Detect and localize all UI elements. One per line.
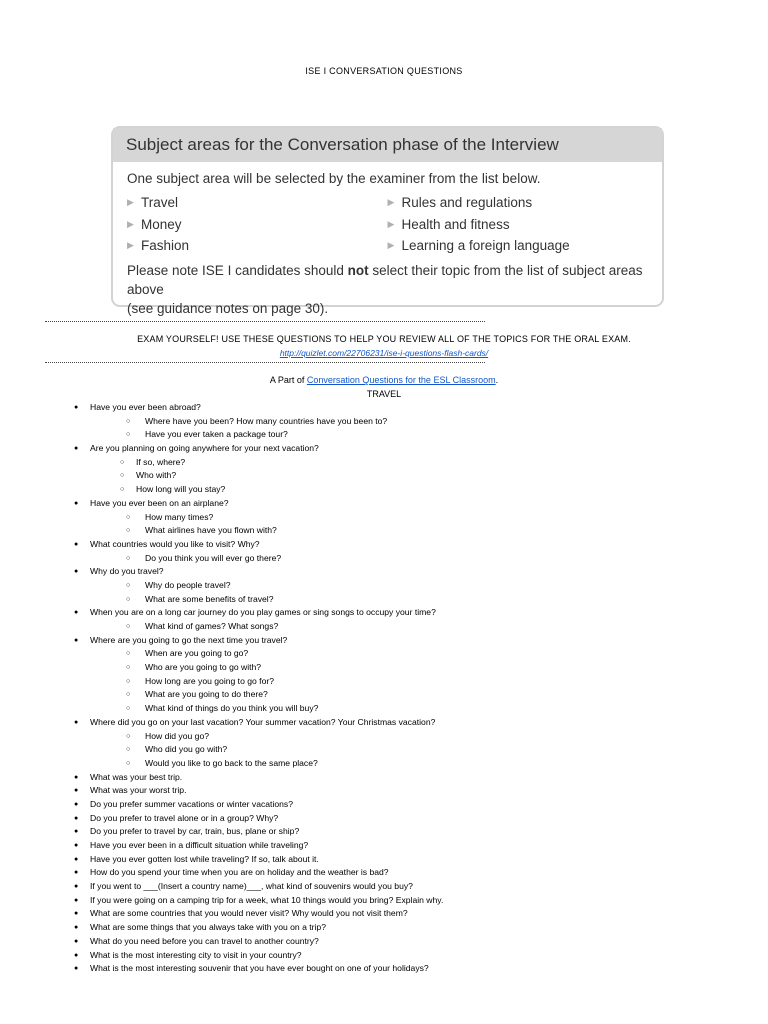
question-text: Do you prefer summer vacations or winter vacations? [90,798,293,809]
question-text: When you are on a long car journey do you play games or sing songs to occupy your time? [90,607,436,618]
question-item [0,921,768,935]
question-text: What kind of games? What songs? [145,621,279,631]
question-text: Where have you been? How many countries have you been to? [145,415,388,426]
question-item [0,771,768,785]
question-item [0,497,768,511]
hollow-bullet-icon: ○ [126,650,131,658]
sub-question-item [0,743,768,757]
question-item [0,716,768,730]
question-text: Who are you going to go with? [145,662,262,673]
question-text: Have you ever been in a difficult situation while traveling? [90,840,309,850]
filled-bullet-icon: ● [74,910,79,918]
hollow-bullet-icon: ○ [126,664,131,672]
conversation-questions-link[interactable]: Conversation Questions for the ESL Classroom [306,375,496,385]
filled-bullet-icon: ● [74,499,79,507]
filled-bullet-icon: ● [74,568,79,576]
hollow-bullet-icon: ○ [126,677,131,685]
filled-bullet-icon: ● [74,883,79,891]
question-text: How long are you going to go for? [145,675,274,686]
question-text: What do you need before you can travel to another country? [90,935,319,946]
subject-box-note: Please note ISE I candidates should not select their topic from the list of subject areas above (see guidance notes on page 30). [127,262,643,316]
subject-item: ▶ Fashion [127,235,388,257]
subject-box-body [113,162,662,318]
filled-bullet-icon: ● [74,951,79,959]
hollow-bullet-icon: ○ [126,554,131,562]
question-text: When are you going to go? [145,648,249,659]
filled-bullet-icon: ● [74,636,79,644]
subject-column-1 [127,192,388,257]
question-text: Do you prefer to travel alone or in a group? Why? [90,812,279,823]
question-text: What is the most interesting city to visit in your country? [90,949,302,960]
filled-bullet-icon: ● [74,773,79,781]
question-text: What was your worst trip. [90,785,187,796]
hollow-bullet-icon: ○ [126,732,131,740]
question-list [0,401,768,976]
asterisk-divider-top [45,321,485,328]
hollow-bullet-icon: ○ [126,746,131,754]
sub-question-item [0,415,768,429]
hollow-bullet-icon: ○ [126,759,131,767]
question-text: How do you spend your time when you are on holiday and the weather is bad? [90,867,389,878]
question-text: Do you prefer to travel by car, train, bus, plane or ship? [90,826,300,837]
filled-bullet-icon: ● [74,787,79,795]
filled-bullet-icon: ● [74,896,79,904]
hollow-bullet-icon: ○ [120,472,125,480]
question-item [0,825,768,839]
question-text: What countries would you like to visit? Why? [90,538,260,549]
question-text: Would you like to go back to the same place? [145,757,318,768]
exam-yourself-line: EXAM YOURSELF! USE THESE QUESTIONS TO HELP YOU REVIEW ALL OF THE TOPICS FOR THE ORAL EXAM. [137,334,631,344]
hollow-bullet-icon: ○ [126,417,131,425]
question-item [0,853,768,867]
sub-question-item [0,702,768,716]
question-item [0,894,768,908]
filled-bullet-icon: ● [74,965,79,973]
question-item [0,606,768,620]
hollow-bullet-icon: ○ [126,431,131,439]
question-text: If you were going on a camping trip for a week, what 10 things would you bring? Explain why. [90,894,444,905]
hollow-bullet-icon: ○ [126,513,131,521]
sub-question-item [0,524,768,538]
question-text: What kind of things do you think you will buy? [145,703,319,714]
question-item [0,784,768,798]
subject-grid [127,192,648,257]
filled-bullet-icon: ● [74,937,79,945]
subject-box-header: Subject areas for the Conversation phase of the Interview [113,128,662,162]
question-item [0,565,768,579]
question-item [0,866,768,880]
filled-bullet-icon: ● [74,718,79,726]
question-text: How many times? [145,511,214,522]
sub-question-item [0,456,768,470]
question-text: If so, where? [136,456,186,467]
hollow-bullet-icon: ○ [126,527,131,535]
sub-question-item [0,688,768,702]
sub-question-item [0,511,768,525]
question-item [0,880,768,894]
sub-question-item [0,593,768,607]
filled-bullet-icon: ● [74,924,79,932]
question-text: What was your best trip. [90,771,183,782]
subject-item: ▶ Rules and regulations [388,192,649,214]
question-text: Who with? [136,470,177,481]
question-text: Do you think you will ever go there? [145,552,282,563]
filled-bullet-icon: ● [74,404,79,411]
question-item [0,442,768,456]
sub-question-item [0,579,768,593]
hollow-bullet-icon: ○ [126,705,131,713]
triangle-bullet-icon: ▶ [387,218,395,229]
sub-question-item [0,469,768,483]
sub-question-item [0,483,768,497]
triangle-bullet-icon: ▶ [127,240,134,250]
question-item [0,798,768,812]
filled-bullet-icon: ● [74,828,79,836]
question-text: Have you ever gotten lost while traveling? If so, talk about it. [90,853,319,864]
question-item [0,907,768,921]
triangle-bullet-icon: ▶ [127,197,134,207]
hollow-bullet-icon: ○ [120,486,125,494]
question-item [0,962,768,976]
question-text: What are some benefits of travel? [145,593,274,604]
question-item [0,949,768,963]
subject-item: ▶ Money [127,214,388,236]
sub-question-item [0,552,768,566]
question-item [0,839,768,853]
sub-question-item [0,730,768,744]
question-item [0,538,768,552]
filled-bullet-icon: ● [74,842,79,849]
subject-item: ▶ Travel [127,192,388,214]
question-text: What are you going to do there? [145,689,268,700]
filled-bullet-icon: ● [74,855,79,863]
sub-question-item [0,661,768,675]
hollow-bullet-icon: ○ [120,458,125,466]
part-of-line: A Part of Conversation Questions for the ESL Classroom. [269,375,499,385]
question-text: Have you ever been on an airplane? [90,497,229,508]
question-text: Have you ever taken a package tour? [145,429,288,440]
question-text: How did you go? [145,730,210,741]
sub-question-item [0,757,768,771]
filled-bullet-icon: ● [74,869,79,877]
filled-bullet-icon: ● [74,800,79,808]
quizlet-link[interactable]: http://quizlet.com/22706231/ise-i-questions-flash-cards/ [279,348,489,358]
triangle-bullet-icon: ▶ [387,197,395,207]
document-title: ISE I CONVERSATION QUESTIONS [305,66,463,76]
question-item [0,935,768,949]
question-text: If you went to ___(Insert a country name)___, what kind of souvenirs would you buy? [90,881,413,892]
hollow-bullet-icon: ○ [126,623,131,630]
hollow-bullet-icon: ○ [126,595,131,603]
subject-column-2 [388,192,649,257]
asterisk-divider-bottom [45,362,485,369]
sub-question-item [0,620,768,634]
question-text: Are you planning on going anywhere for your next vacation? [90,443,319,454]
sub-question-item [0,675,768,689]
question-text: What are some countries that you would never visit? Why would you not visit them? [90,908,408,919]
question-item [0,812,768,826]
question-text: Who did you go with? [145,744,228,755]
question-text: What is the most interesting souvenir that you have ever bought on one of your holidays? [90,963,429,974]
subject-areas-box [111,126,664,316]
question-item [0,401,768,415]
hollow-bullet-icon: ○ [126,581,131,589]
question-text: How long will you stay? [136,484,226,495]
question-text: Where are you going to go the next time you travel? [90,634,288,645]
question-text: What are some things that you always take with you on a trip? [90,922,326,933]
filled-bullet-icon: ● [74,540,79,548]
filled-bullet-icon: ● [74,814,79,822]
subject-item: ▶ Health and fitness [388,214,649,236]
subject-box-intro: One subject area will be selected by the examiner from the list below. [127,171,541,186]
question-text: Where did you go on your last vacation? Your summer vacation? Your Christmas vacation? [90,716,436,727]
question-text: Have you ever been abroad? [90,402,201,412]
section-title: TRAVEL [366,389,402,399]
hollow-bullet-icon: ○ [126,691,131,699]
filled-bullet-icon: ● [74,445,79,453]
filled-bullet-icon: ● [74,609,79,617]
subject-item: ▶ Learning a foreign language [388,235,649,257]
question-text: What airlines have you flown with? [145,525,277,536]
question-text: Why do people travel? [145,579,231,590]
question-text: Why do you travel? [90,566,164,577]
sub-question-item [0,647,768,661]
sub-question-item [0,428,768,442]
question-item [0,634,768,648]
triangle-bullet-icon: ▶ [127,218,134,229]
triangle-bullet-icon: ▶ [387,240,395,250]
